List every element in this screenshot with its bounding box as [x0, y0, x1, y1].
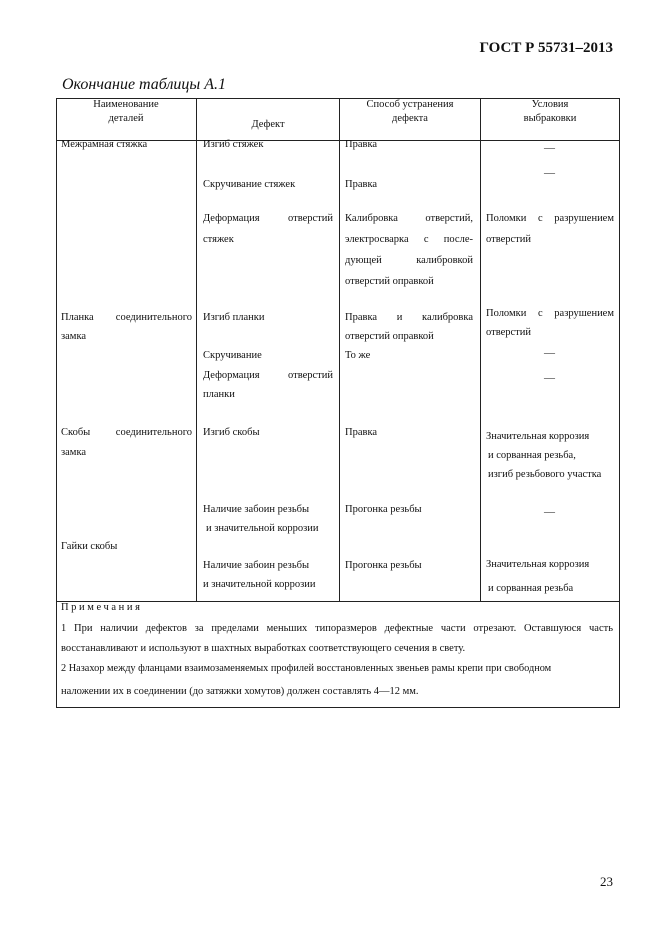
- row2-defect3-word1: Деформация: [203, 370, 260, 381]
- note1-word6: пределами: [211, 623, 259, 634]
- row3-name-word1: Скобы: [61, 427, 91, 438]
- row3-cond2-dash: —: [544, 506, 555, 518]
- row1-fix3-word5: после-: [443, 234, 473, 245]
- row2-cond3-dash: —: [544, 372, 555, 384]
- row4-cond-line1: Значительная коррозия: [486, 559, 590, 570]
- note1-word1: 1: [61, 623, 67, 634]
- col-header-fix-line1: Способ устранения: [366, 99, 454, 110]
- notes-title: Примечания: [61, 602, 143, 613]
- row2-defect3-line1: [203, 365, 333, 386]
- row1-cond3-word2: с: [537, 213, 543, 224]
- table-left-border: [56, 98, 57, 708]
- row2-name-line2: замка: [61, 331, 87, 342]
- row2-cond1-line1: [486, 303, 614, 324]
- note1-word5: за: [194, 623, 204, 634]
- row3-cond1-line2: и сорванная резьба,: [488, 450, 576, 461]
- row1-cond3-word1: Поломки: [486, 213, 527, 224]
- row1-defect3-word2: отверстий: [288, 213, 333, 224]
- note1-word9: дефектные: [384, 623, 434, 634]
- note1-word3: наличии: [100, 623, 138, 634]
- note1-word13: часть: [589, 623, 613, 634]
- col-header-defect: [197, 118, 339, 132]
- row3-name-word2: соединительного: [115, 427, 192, 438]
- row3-cond1-line3: изгиб резьбового участка: [488, 469, 602, 480]
- row1-fix3-line3: [345, 250, 473, 271]
- row1-defect2: Скручивание стяжек: [203, 179, 296, 190]
- row4-cond-line2: и сорванная резьба: [488, 583, 574, 594]
- row1-fix3-word7: калибровкой: [416, 255, 473, 266]
- row2-name-line1: [61, 307, 192, 328]
- row3-fix1: Правка: [345, 427, 378, 438]
- note2-line1: 2 Назахоp между фланцами взаимозаменяемых профилей восстановленных звеньев рамы крепи при свободном: [61, 663, 552, 674]
- row2-name-word1: Планка: [61, 312, 94, 323]
- row1-name: Межрамная стяжка: [61, 139, 148, 150]
- row1-defect1: Изгиб стяжек: [203, 139, 264, 150]
- row1-defect3-line1: [203, 208, 333, 229]
- defects-table: [56, 98, 620, 708]
- row3-defect2-line1: Наличие забоин резьбы: [203, 504, 310, 515]
- col-divider-2: [339, 98, 340, 601]
- col-header-fix-line2: дефекта: [392, 113, 428, 124]
- row4-defect-line1: Наличие забоин резьбы: [203, 560, 310, 571]
- row2-fix1-word2: и: [396, 312, 403, 323]
- row2-fix2: То же: [345, 350, 371, 361]
- row1-fix3-word2: отверстий,: [425, 213, 473, 224]
- row3-name-line1: [61, 422, 192, 443]
- col-header-conditions-line1: Условия: [531, 99, 569, 110]
- row1-cond3-word3: разрушением: [554, 213, 614, 224]
- note1-word11: отрезают.: [473, 623, 517, 634]
- row2-defect3-line2: планки: [203, 389, 235, 400]
- note1-word10: части: [440, 623, 466, 634]
- row3-defect2-line2: и значительной коррозии: [206, 523, 319, 534]
- note1-word2: При: [74, 623, 93, 634]
- page-number: 23: [600, 874, 613, 889]
- row2-fix1-word3: калибровка: [422, 312, 473, 323]
- col-header-conditions-line2: выбраковки: [523, 113, 577, 124]
- row2-cond1-line2: отверстий: [486, 327, 531, 338]
- note1-word4: дефектов: [145, 623, 187, 634]
- row2-defect3-word2: отверстий: [288, 370, 333, 381]
- row2-defect2: Скручивание: [203, 350, 262, 361]
- row1-fix3-line1: [345, 208, 473, 229]
- col-header-conditions: [481, 98, 619, 126]
- row1-cond2-dash: —: [544, 167, 555, 179]
- note1-word8: типоразмеров: [315, 623, 377, 634]
- note1-line2: восстанавливают и используют в шахтных выработках соответствующего сечения в свету.: [61, 643, 466, 654]
- row1-fix3-line4: отверстий оправкой: [345, 276, 434, 287]
- row2-fix1-line2: отверстий оправкой: [345, 331, 434, 342]
- row4-fix: Прогонка резьбы: [345, 560, 422, 571]
- row1-fix3-word1: Калибровка: [345, 213, 398, 224]
- row1-fix3-line2: [345, 229, 473, 250]
- row2-cond1-word2: с: [537, 308, 543, 319]
- col-header-name: [56, 98, 196, 126]
- row2-cond1-word3: разрушением: [554, 308, 614, 319]
- row1-defect3-word1: Деформация: [203, 213, 260, 224]
- row3-name-line2: замка: [61, 447, 87, 458]
- row4-name: Гайки скобы: [61, 541, 118, 552]
- table-right-border: [619, 98, 620, 708]
- col-header-fix: [340, 98, 480, 126]
- row3-defect1: Изгиб скобы: [203, 427, 260, 438]
- note1-line1: [61, 618, 613, 639]
- row1-cond1-dash: —: [544, 142, 555, 154]
- row2-fix1-word1: Правка: [345, 312, 378, 323]
- col-header-name-line1: Наименование: [93, 99, 159, 110]
- col-header-name-line2: деталей: [108, 113, 144, 124]
- col-divider-3: [480, 98, 481, 601]
- row1-fix1: Правка: [345, 139, 378, 150]
- row3-cond1-line1: Значительная коррозия: [486, 431, 590, 442]
- row2-fix1-line1: [345, 307, 473, 328]
- note1-word7: меньших: [266, 623, 308, 634]
- note1-word12: Оставшуюся: [524, 623, 582, 634]
- document-header: ГОСТ Р 55731–2013: [479, 40, 613, 56]
- row1-cond3-line2: отверстий: [486, 234, 531, 245]
- col-header-defect-line1: Дефект: [251, 119, 285, 130]
- row2-defect1: Изгиб планки: [203, 312, 265, 323]
- col-divider-1: [196, 98, 197, 601]
- row2-name-word2: соединительного: [115, 312, 192, 323]
- table-bottom-border: [56, 707, 620, 708]
- note2-line2: наложении их в соединении (до затяжки хомутов) должен составлять 4—12 мм.: [61, 686, 419, 697]
- row1-fix3-word6: дующей: [345, 255, 382, 266]
- row1-fix2: Правка: [345, 179, 378, 190]
- row2-cond1-word1: Поломки: [486, 308, 527, 319]
- row3-fix2: Прогонка резьбы: [345, 504, 422, 515]
- row1-fix3-word4: с: [423, 234, 429, 245]
- row4-defect-line2: и значительной коррозии: [203, 579, 316, 590]
- table-caption: Окончание таблицы А.1: [62, 76, 227, 93]
- row1-defect3-line2: стяжек: [203, 234, 234, 245]
- row1-fix3-word3: электросварка: [345, 234, 409, 245]
- row2-cond2-dash: —: [544, 347, 555, 359]
- row1-cond3-line1: [486, 208, 614, 229]
